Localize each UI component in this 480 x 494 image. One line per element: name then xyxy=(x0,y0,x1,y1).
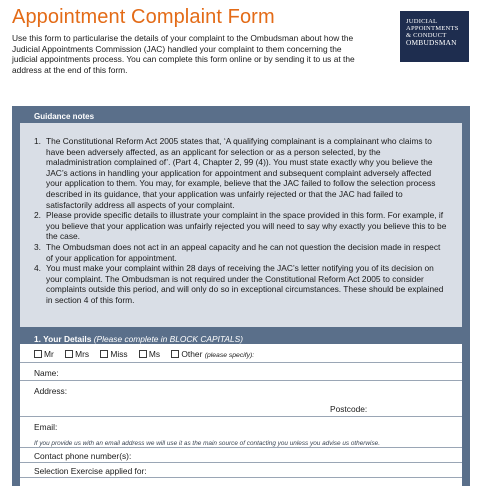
checkbox[interactable] xyxy=(139,350,147,358)
logo-line-4: OMBUDSMAN xyxy=(406,38,457,47)
title-option-miss[interactable] xyxy=(100,349,127,359)
email-label: Email: xyxy=(34,422,58,432)
guidance-item-4 xyxy=(34,263,448,305)
email-note-row xyxy=(20,435,462,448)
logo-line-2: APPOINTMENTS xyxy=(406,25,459,32)
title-option-other[interactable] xyxy=(171,349,254,359)
title-option-mrs[interactable] xyxy=(65,349,89,359)
guidance-item-number: 4. xyxy=(34,263,41,274)
email-note: If you provide us with an email address we will use it as the main source of contacting you unless you advise us otherwise. xyxy=(34,440,380,447)
title-option-ms[interactable] xyxy=(139,349,160,359)
guidance-item-number: 2. xyxy=(34,210,41,221)
address-field[interactable] xyxy=(20,381,462,399)
title-options-row xyxy=(20,344,462,363)
checkbox[interactable] xyxy=(171,350,179,358)
phone-label: Contact phone number(s): xyxy=(34,451,132,461)
guidance-item-number: 3. xyxy=(34,241,41,252)
section-1-title: 1. Your Details xyxy=(34,334,92,344)
title-option-mr[interactable] xyxy=(34,349,54,359)
other-specify-note: (please specify): xyxy=(204,352,255,359)
title-option-label: Mrs xyxy=(75,349,90,359)
name-field[interactable] xyxy=(20,363,462,381)
guidance-item-text: Please provide specific details to illustrate your complaint in the space provided in this form. For example, if you believe that your application was unfairly rejected you will need to say why exactly you believe this to be the case. xyxy=(46,210,447,242)
checkbox[interactable] xyxy=(65,350,73,358)
checkbox[interactable] xyxy=(100,350,108,358)
postcode-row xyxy=(20,399,462,417)
guidance-item-text: The Ombudsman does not act in an appeal capacity and he can not question the decision made in respect of your application for appointment. xyxy=(46,241,441,263)
ombudsman-logo xyxy=(400,11,469,62)
title-option-label: Mr xyxy=(44,349,54,359)
guidance-item-text: You must make your complaint within 28 days of receiving the JAC’s letter notifying you of its decision on your complaint. The Ombudsman is not required under the Constitutional Reform Act 2005 to consider complaints outside this period, and will only do so in exceptional circumstances. These should be explained in section 4 of this form. xyxy=(46,263,444,305)
section-2-heading: 2. Complaint xyxy=(34,480,83,489)
logo-line-1: JUDICIAL xyxy=(406,18,438,25)
form-frame xyxy=(12,106,470,489)
checkbox[interactable] xyxy=(34,350,42,358)
logo-line-3: & CONDUCT xyxy=(406,32,447,39)
title-option-label: Miss xyxy=(110,349,128,359)
section-1-note: (Please complete in BLOCK CAPITALS) xyxy=(93,334,243,344)
guidance-item-3 xyxy=(34,242,448,263)
guidance-item-1 xyxy=(34,136,448,210)
guidance-notes-box xyxy=(20,123,462,327)
selection-exercise-label: Selection Exercise applied for: xyxy=(34,466,147,476)
intro-paragraph: Use this form to particularise the details of your complaint to the Ombudsman about how the Judicial Appointments Commission (JAC) handled your complaint to them concerning the judicial appointments process. You can complete this form online or by sending it to us at the address at the end of this form. xyxy=(12,33,355,75)
your-details-form xyxy=(20,344,462,494)
guidance-item-text: The Constitutional Reform Act 2005 states that, ‘A qualifying complainant is a complainant who claims to have been adversely affected, as an applicant for selection or as a person selected, by the maladministration complained of’. (Part 4, Chapter 2, 99 (4)). You must state exactly why you believe the JAC’s actions in handling your application for appointment and subsequent complaint adversely affected your application to them. You may, for example, believe that the JAC failed to follow the selection process described in its guidance, that your application was unfairly rejected or that the JAC had failed to satisfactorily address all aspects of your complaint. xyxy=(46,136,436,210)
selection-exercise-field[interactable] xyxy=(20,463,462,478)
guidance-item-number: 1. xyxy=(34,136,41,146)
name-label: Name: xyxy=(34,368,59,378)
email-field[interactable] xyxy=(20,417,462,435)
form-title: Appointment Complaint Form xyxy=(12,6,275,28)
phone-field[interactable] xyxy=(20,448,462,463)
postcode-label: Postcode: xyxy=(330,404,368,414)
guidance-heading: Guidance notes xyxy=(34,112,95,121)
guidance-item-2 xyxy=(34,210,448,242)
title-option-label: Other xyxy=(181,349,203,359)
title-option-label: Ms xyxy=(148,349,161,359)
address-label: Address: xyxy=(34,386,68,396)
